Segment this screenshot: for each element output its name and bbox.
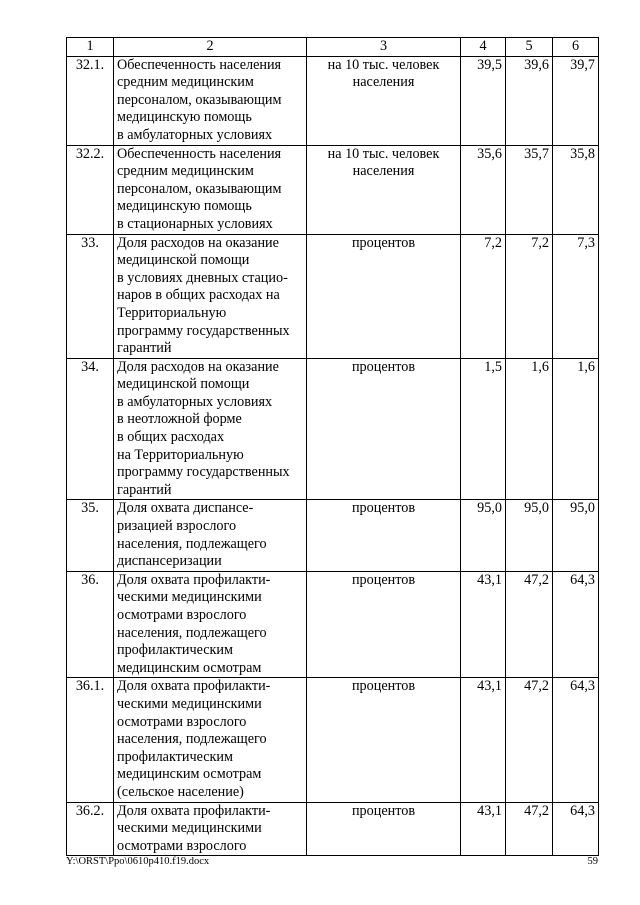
unit-of-measure	[307, 500, 461, 571]
indicator-name	[114, 234, 307, 358]
table-row	[67, 500, 599, 571]
unit-of-measure-text: на 10 тыс. человек населения	[327, 145, 440, 180]
indicators-table	[66, 37, 599, 856]
row-number-text: 36.	[81, 571, 99, 588]
table-row	[67, 358, 599, 500]
value-col-4-text: 43,1	[477, 802, 502, 819]
value-col-6-text: 95,0	[570, 500, 595, 517]
row-number	[67, 571, 114, 678]
value-col-4	[461, 678, 506, 802]
unit-of-measure	[307, 678, 461, 802]
table-body	[67, 56, 599, 856]
indicator-name-text: Обеспеченность населения средним медицинским персоналом, оказывающим медицинскую помощь в стационарных условиях	[117, 145, 282, 232]
row-number-text: 34.	[81, 358, 99, 375]
value-col-6	[553, 802, 599, 856]
value-col-6-text: 64,3	[570, 678, 595, 695]
indicator-name-text: Доля расходов на оказание медицинской помощи в условиях дневных стацио- наров в общих расходах на Территориальную программу государственных гарантий	[117, 234, 290, 357]
value-col-6-text: 39,7	[570, 56, 595, 73]
value-col-6	[553, 56, 599, 145]
row-number-text: 33.	[81, 234, 99, 251]
value-col-5	[506, 358, 553, 500]
row-number	[67, 500, 114, 571]
value-col-4	[461, 56, 506, 145]
indicator-name	[114, 358, 307, 500]
row-number	[67, 145, 114, 234]
row-number-text: 36.2.	[75, 802, 105, 819]
table-row	[67, 678, 599, 802]
value-col-6-text: 35,8	[570, 145, 595, 162]
indicator-name-text: Доля охвата профилакти- ческими медицинскими осмотрами взрослого	[117, 802, 271, 854]
column-header: 6	[553, 38, 599, 57]
value-col-6-text: 7,3	[577, 234, 595, 251]
indicator-name	[114, 802, 307, 856]
row-number	[67, 678, 114, 802]
unit-of-measure-text: процентов	[351, 571, 416, 588]
table-row	[67, 234, 599, 358]
footer-file-path: Y:\ORST\Ppo\0610p410.f19.docx	[66, 856, 210, 867]
value-col-6	[553, 571, 599, 678]
indicator-name	[114, 56, 307, 145]
value-col-5	[506, 571, 553, 678]
table-row	[67, 571, 599, 678]
table-row	[67, 56, 599, 145]
value-col-5-text: 47,2	[524, 678, 549, 695]
value-col-5	[506, 56, 553, 145]
value-col-5	[506, 145, 553, 234]
value-col-6	[553, 145, 599, 234]
value-col-4-text: 39,5	[477, 56, 502, 73]
row-number-text: 32.2.	[75, 145, 105, 162]
value-col-4-text: 1,5	[484, 358, 502, 375]
value-col-6	[553, 358, 599, 500]
value-col-5-text: 47,2	[524, 571, 549, 588]
value-col-5-text: 1,6	[531, 358, 549, 375]
indicator-name-text: Обеспеченность населения средним медицинским персоналом, оказывающим медицинскую помощь в амбулаторных условиях	[117, 56, 282, 143]
unit-of-measure	[307, 234, 461, 358]
unit-of-measure	[307, 802, 461, 856]
value-col-6	[553, 234, 599, 358]
unit-of-measure-text: процентов	[351, 234, 416, 251]
value-col-5	[506, 678, 553, 802]
row-number-text: 32.1.	[75, 56, 105, 73]
value-col-5-text: 7,2	[531, 234, 549, 251]
unit-of-measure	[307, 145, 461, 234]
indicator-name-text: Доля охвата диспансе- ризацией взрослого населения, подлежащего диспансеризации	[117, 500, 267, 570]
unit-of-measure-text: процентов	[351, 500, 416, 517]
column-header: 4	[461, 38, 506, 57]
value-col-6	[553, 500, 599, 571]
table-header-row	[67, 38, 599, 57]
value-col-4	[461, 571, 506, 678]
value-col-6-text: 1,6	[577, 358, 595, 375]
value-col-5-text: 95,0	[524, 500, 549, 517]
row-number	[67, 802, 114, 856]
table-row	[67, 802, 599, 856]
indicator-name	[114, 500, 307, 571]
value-col-4	[461, 234, 506, 358]
unit-of-measure-text: процентов	[351, 802, 416, 819]
column-header: 3	[307, 38, 461, 57]
value-col-4	[461, 500, 506, 571]
unit-of-measure-text: процентов	[351, 678, 416, 695]
row-number-text: 35.	[81, 500, 99, 517]
value-col-4-text: 35,6	[477, 145, 502, 162]
value-col-5-text: 35,7	[524, 145, 549, 162]
value-col-4	[461, 802, 506, 856]
value-col-5-text: 47,2	[524, 802, 549, 819]
value-col-5	[506, 802, 553, 856]
value-col-4	[461, 358, 506, 500]
value-col-6-text: 64,3	[570, 571, 595, 588]
table-row	[67, 145, 599, 234]
value-col-5	[506, 500, 553, 571]
row-number-text: 36.1.	[75, 678, 105, 695]
unit-of-measure-text: процентов	[351, 358, 416, 375]
indicator-name	[114, 145, 307, 234]
unit-of-measure	[307, 56, 461, 145]
indicator-name-text: Доля охвата профилакти- ческими медицинскими осмотрами взрослого населения, подлежащего профилактическим медицинским осмотрам (сельское население)	[117, 678, 271, 800]
value-col-6-text: 64,3	[570, 802, 595, 819]
value-col-5	[506, 234, 553, 358]
value-col-4-text: 7,2	[484, 234, 502, 251]
row-number	[67, 234, 114, 358]
row-number	[67, 56, 114, 145]
value-col-6	[553, 678, 599, 802]
value-col-4-text: 43,1	[477, 571, 502, 588]
row-number	[67, 358, 114, 500]
value-col-4-text: 43,1	[477, 678, 502, 695]
unit-of-measure-text: на 10 тыс. человек населения	[327, 56, 440, 91]
indicator-name	[114, 571, 307, 678]
unit-of-measure	[307, 571, 461, 678]
indicator-name-text: Доля охвата профилакти- ческими медицинскими осмотрами взрослого населения, подлежащего профилактическим медицинским осмотрам	[117, 571, 271, 676]
column-header: 2	[114, 38, 307, 57]
indicator-name-text: Доля расходов на оказание медицинской помощи в амбулаторных условиях в неотложной форме в общих расходах на Территориальную программу государственных гарантий	[117, 358, 290, 498]
value-col-4-text: 95,0	[477, 500, 502, 517]
page-number: 59	[587, 856, 598, 867]
column-header: 1	[67, 38, 114, 57]
unit-of-measure	[307, 358, 461, 500]
column-header: 5	[506, 38, 553, 57]
value-col-4	[461, 145, 506, 234]
value-col-5-text: 39,6	[524, 56, 549, 73]
indicator-name	[114, 678, 307, 802]
